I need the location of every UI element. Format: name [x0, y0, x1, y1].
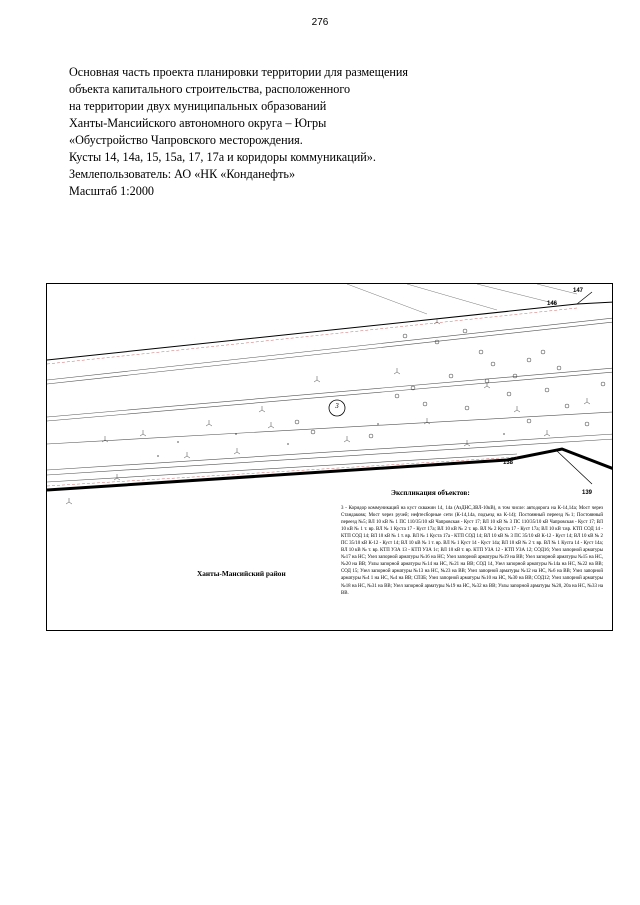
header-line: Землепользователь: АО «НК «Конданефть»: [69, 167, 296, 181]
legend-title: Экспликация объектов:: [391, 488, 470, 497]
boundary-point-146: 146: [547, 301, 558, 307]
legend-text: 3 - Коридор коммуникаций на куст скважин 14, 14а (АзДНС,ЗВЛ-10кВ), в том числе: автодорога на К-14,14а; Мост через Стандаковк; Мост через ручей; нефтесборные сети (К-14,14а, подъезд на К-14); Постоянный переезд №1; Постоянный переезд №5; ВЛ 10 кВ № 1 ПС 110/35/10 кВ Чапровская - Куст 17; ВЛ 10 кВ № 3 ПС 110/35/10 кВ Чапровская - Куст 17; ВЛ 10 кВ № 1 т. вр. ВЛ № 1 Куста 17 - Куст 17а; ВЛ 10 кВ № 2 т. вр. ВЛ № 2 Куста 17 - Куст 17а; ВЛ 10 кВ т.вр. КТП СОД 14 - КТП СОД 14; ВЛ 10 кВ № 1 т. вр. ВЛ № 1 Куста 17а - КТП СОД 14; ВЛ 10 кВ № 3 ПС 35/10 кВ К-12 - Куст 14; ВЛ 10 кВ № 2 ПС 35/10 кВ К-12 - Куст 14; ВЛ 10 кВ № 1 т. вр. ВЛ № 1 Куст 14 - Куст 14а; ВЛ 10 кВ № 2 т. вр. ВЛ № 1 Куста 14 - Куст 14а; ВЛ 10 кВ № т. вр. КТП УЗА 13 - КТП УЗА 1с; ВЛ 10 кВ т. вр. КТП УЗА 12 - КТП УЗА 12; СОД16; Узел запорной арматуры №17 на НС; Узел запорной арматуры №16 на НС; Узел запорной арматуры №19 на ВВ; Узел запорной арматуры №15 на НС, №20 на ВВ; Узлы запорной арматуры №14 на НС, №21 на ВВ; СОД 14, Узел запорной арматуры №14а на НС, №22 на ВВ; СОД 15; Узел запорной арматуры №13 на НС, №23 на ВВ; Узел запорной арматуры №12 на НС, №6 на ВВ; Узел запорной арматуры №4 1 на НС, №4 на ВВ; СПЗБ; Узел запорной арматуры №10 на НС, №30 на ВВ; СОД12; Узел запорной арматуры №18 на НС, №31 на ВВ; Узел запорной арматуры №19 на НС, №32 на ВВ; Узлы запорной арматуры №20, 20а на НС, №33 на ВВ.: [341, 506, 603, 596]
header-line: Кусты 14, 14а, 15, 15а, 17, 17а и коридоры коммуникаций».: [69, 150, 376, 164]
object-number-label: 3: [335, 402, 339, 410]
boundary-point-138: 138: [503, 460, 514, 466]
planning-map: [46, 283, 613, 631]
header-line: Ханты-Мансийского автономного округа – Югры: [69, 116, 327, 130]
district-label: Ханты-Мансийский район: [197, 569, 286, 578]
boundary-point-139: 139: [582, 490, 593, 496]
document-header: [69, 64, 589, 200]
header-line: Масштаб 1:2000: [69, 184, 155, 198]
header-line: «Обустройство Чапровского месторождения.: [69, 133, 303, 147]
header-line: на территории двух муниципальных образований: [69, 99, 327, 113]
header-line: объекта капитального строительства, расположенного: [69, 82, 351, 96]
header-line: Основная часть проекта планировки территории для размещения: [69, 65, 409, 79]
page-number: 276: [311, 17, 329, 28]
boundary-point-147: 147: [573, 288, 584, 294]
